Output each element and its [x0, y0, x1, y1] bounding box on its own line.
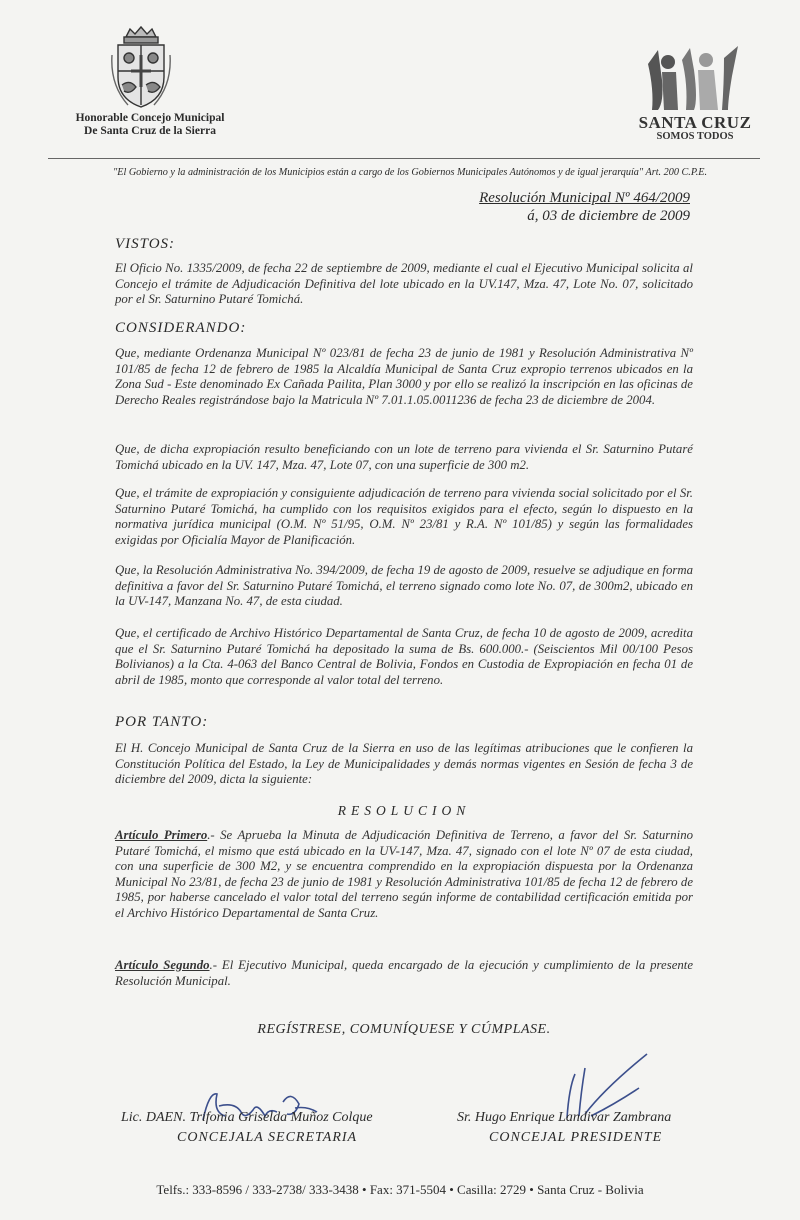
right-signatory-role: CONCEJAL PRESIDENTE	[489, 1130, 663, 1145]
vistos-paragraph: El Oficio No. 1335/2009, de fecha 22 de septiembre de 2009, mediante el cual el Ejecutivo Municipal solicita al Concejo el trámite de Adjudicación Definitiva del lote ubicado en la UV.147, Mza. 47, Lote No. 07, solicitado por el Sr. Saturnino Putaré Tomichá.	[115, 261, 693, 307]
considerando-paragraph-3: Que, el trámite de expropiación y consiguiente adjudicación de terreno para vivienda social solicitado por el Sr. Saturnino Putaré Tomichá, ha cumplido con los requisitos exigidos para el efecto, según lo dispuesto en la normativa jurídica municipal (O.M. Nº 51/95, O.M. Nº 23/81 y R.A. Nº 101/85) y según las formalidades exigidas por Oficialía Mayor de Planificación.	[115, 486, 693, 547]
resolution-title: Resolución Municipal Nº 464/2009	[479, 190, 690, 206]
resolucion-heading: RESOLUCION	[337, 803, 471, 818]
considerando-paragraph-4: Que, la Resolución Administrativa No. 394/2009, de fecha 19 de agosto de 2009, resuelve se adjudique en forma definitiva a favor del Sr. Saturnino Putaré Tomichá, el terreno signado como lote No. 07, de 300m2, ubicado en la UV-147, Manzana No. 47, de esta ciudad.	[115, 563, 693, 609]
portanto-paragraph: El H. Concejo Municipal de Santa Cruz de la Sierra en uso de las legítimas atribuciones que le confieren la Constitución Política del Estado, la Ley de Municipalidades y demás normas vigentes en Sesión de fecha 3 de diciembre del 2009, dicta la siguiente:	[115, 741, 693, 787]
portanto-heading: POR TANTO:	[115, 714, 209, 730]
article-second-label: Artículo Segundo	[115, 958, 210, 972]
considerando-paragraph-1: Que, mediante Ordenanza Municipal Nº 023/81 de fecha 23 de junio de 1981 y Resolución Administrativa Nº 101/85 de fecha 12 de febrero de 1985 la Alcaldía Municipal de Santa Cruz expropio terrenos ubicados en la Zona Sud - Este denominado Ex Cañada Pailita, Plan 3000 y por ello se realizó la inscripción en las oficinas de Derecho Reales registrándose bajo la Matricula Nº 7.01.1.05.0011236 de fecha 23 de diciembre de 2004.	[115, 346, 693, 407]
council-name-line2: De Santa Cruz de la Sierra	[84, 125, 216, 137]
considerando-paragraph-2: Que, de dicha expropiación resulto beneficiando con un lote de terreno para vivienda el Sr. Saturnino Putaré Tomichá ubicado en la UV. 147, Mza. 47, Lote 07, con una superficie de 300 m2.	[115, 442, 693, 472]
considerando-paragraph-5: Que, el certificado de Archivo Histórico Departamental de Santa Cruz, de fecha 10 de agosto de 2009, acredita que el Sr. Saturnino Putaré Tomichá ha depositado la suma de Bs. 600.000.- (Seiscientos Mil 00/100 Pesos Bolivianos) a la Cta. 4-063 del Banco Central de Bolivia, Fondos en Custodia de Expropiación en fecha 01 de abril de 1985, monto que corresponde al valor total del terreno.	[115, 626, 693, 687]
article-first-text: .- Se Aprueba la Minuta de Adjudicación Definitiva de Terreno, a favor del Sr. Saturnino Putaré Tomichá, el mismo que está ubicado en la UV-147, Mza. 47, signado con el lote Nº 07 de esta ciudad, con una superficie de 300 M2, y se encuentra comprendido en la expropiación dispuesta por la Ordenanza Municipal No 23/81, de fecha 23 de junio de 1981 y Resolución Administrativa 101/85 de fecha 12 de febrero de 1985, por haberse cancelado el valor total del terreno según informe de contabilidad certificación emitida por el Archivo Histórico Departamental de Santa Cruz.	[115, 828, 693, 920]
council-name-line1: Honorable Concejo Municipal	[75, 112, 225, 124]
article-second	[115, 958, 693, 989]
coat-of-arms-icon	[108, 25, 174, 111]
resolution-date: á, 03 de diciembre de 2009	[527, 208, 690, 224]
article-second-text: .- El Ejecutivo Municipal, queda encargado de la ejecución y cumplimiento de la presente Resolución Municipal.	[115, 958, 694, 988]
footer-contacts: Telfs.: 333-8596 / 333-2738/ 333-3438 • Fax: 371-5504 • Casilla: 2729 • Santa Cruz - Bolivia	[156, 1182, 644, 1197]
considerando-heading: CONSIDERANDO:	[115, 320, 247, 336]
left-signatory-role: CONCEJALA SECRETARIA	[177, 1130, 358, 1145]
left-signatory-name: Lic. DAEN. Trifonia Griselda Muñoz Colque	[121, 1110, 373, 1125]
logo-tagline: SOMOS TODOS	[656, 131, 734, 142]
closing-formula: REGÍSTRESE, COMUNÍQUESE Y CÚMPLASE.	[257, 1022, 551, 1037]
right-signatory-name: Sr. Hugo Enrique Landivar Zambrana	[457, 1110, 672, 1125]
vistos-heading: VISTOS:	[115, 236, 176, 252]
article-first	[115, 828, 693, 922]
constitution-quote: "El Gobierno y la administración de los Municipios están a cargo de los Gobiernos Municipales Autónomos y de igual jerarquía" Art. 200 C.P.E.	[112, 167, 708, 178]
logo-name: SANTA CRUZ	[638, 113, 752, 132]
header-divider	[48, 158, 760, 159]
article-first-label: Artículo Primero	[115, 828, 208, 842]
council-name	[50, 112, 250, 138]
